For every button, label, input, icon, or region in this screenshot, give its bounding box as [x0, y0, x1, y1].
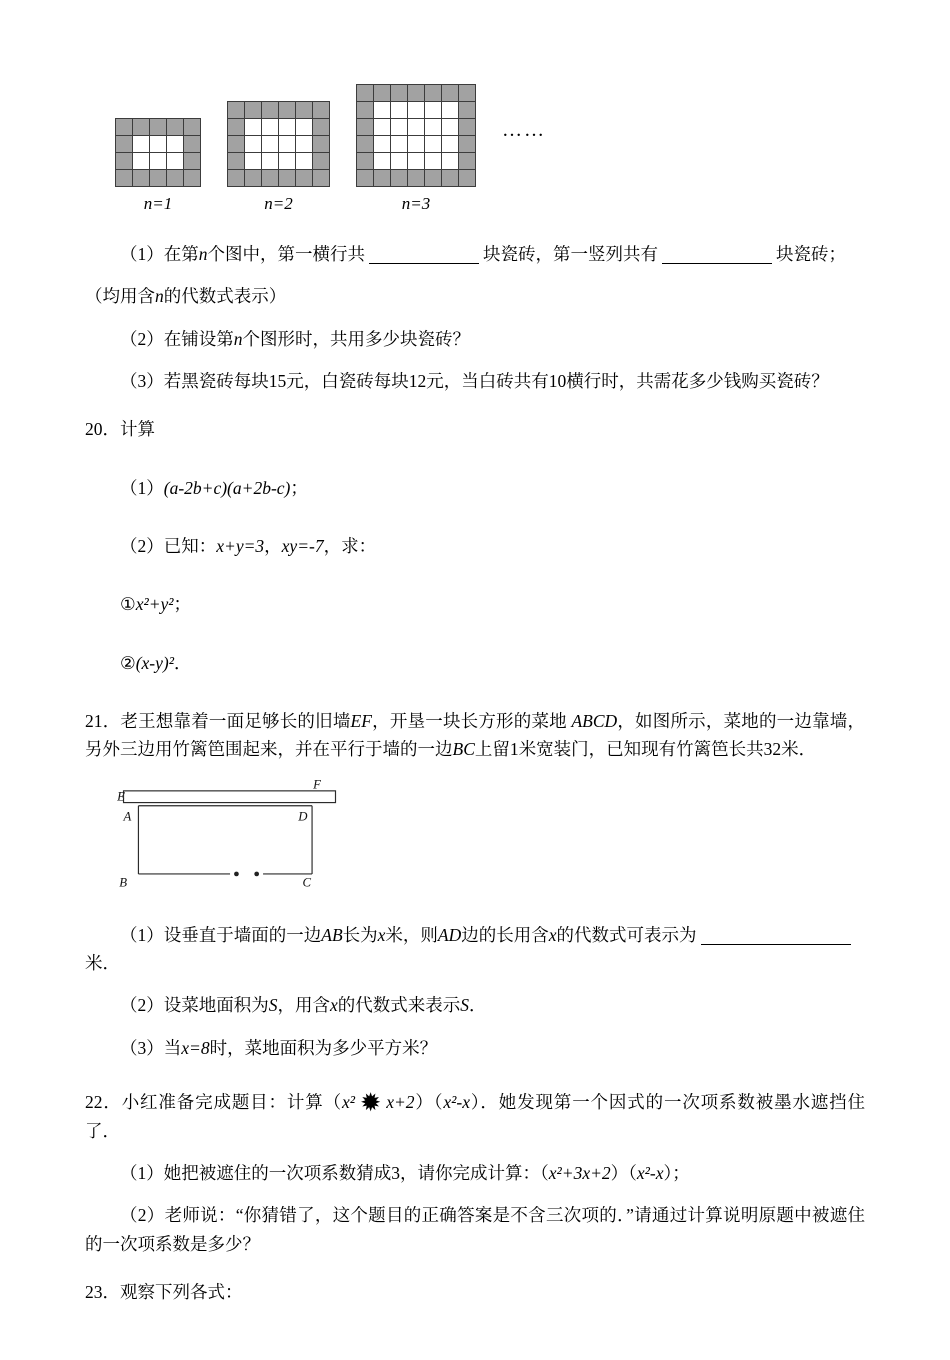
text-run: （均用含	[85, 286, 155, 307]
wall-label-F: F	[313, 777, 321, 792]
tile	[407, 101, 424, 118]
tile	[149, 169, 166, 186]
tile	[115, 135, 132, 152]
text-run: 23．观察下列各式：	[85, 1281, 243, 1302]
wall-bar	[124, 791, 336, 803]
tile	[356, 152, 373, 169]
text-run: 块瓷砖，第一竖列共有	[483, 244, 658, 264]
tile	[424, 84, 441, 101]
tile	[295, 101, 312, 118]
tile	[261, 118, 278, 135]
corner-label-B: B	[119, 875, 128, 890]
garden-figure-svg	[115, 778, 360, 890]
tile	[458, 101, 475, 118]
math-run: x+y=3	[216, 536, 265, 557]
text-run: ）．她发现第一个因式的一次项系数被墨水遮挡住了．	[85, 1092, 866, 1141]
text-run: （2）老师说：“你猜错了，这个题目的正确答案是不含三次项的．”请通过计算说明原题中被遮住的一次项系数是多少？	[85, 1205, 865, 1254]
tile	[356, 135, 373, 152]
tile	[149, 118, 166, 135]
tile-figure-caption: n=1	[143, 194, 173, 213]
tile	[390, 118, 407, 135]
tile	[407, 118, 424, 135]
tile	[278, 152, 295, 169]
tile-pattern-figures	[115, 84, 865, 214]
tile-grid-2	[227, 101, 330, 187]
tile	[183, 118, 200, 135]
tile	[166, 169, 183, 186]
text-run: ）；	[663, 1162, 690, 1183]
tile	[356, 169, 373, 186]
tile	[356, 101, 373, 118]
tile	[373, 169, 390, 186]
tile	[424, 101, 441, 118]
tile	[227, 152, 244, 169]
q20-sub2	[85, 532, 865, 560]
tile	[244, 101, 261, 118]
tile	[441, 135, 458, 152]
text-run: ．	[173, 652, 192, 673]
wall-label-E: E	[117, 789, 125, 804]
tile	[356, 118, 373, 135]
tile	[373, 118, 390, 135]
text-run: （1）设垂直于墙面的一边	[120, 924, 322, 945]
tile	[441, 101, 458, 118]
math-run: (x-y)²	[135, 652, 174, 673]
tile	[390, 101, 407, 118]
tile	[244, 135, 261, 152]
tile	[295, 118, 312, 135]
tile	[356, 84, 373, 101]
tile	[278, 118, 295, 135]
q21-sub1	[85, 921, 865, 978]
tile	[407, 169, 424, 186]
text-run: 个图形时，共用多少块瓷砖？	[242, 328, 470, 349]
tile	[390, 152, 407, 169]
math-run: ABCD	[571, 711, 618, 732]
math-run: EF	[350, 711, 372, 732]
tile	[407, 84, 424, 101]
blank-line	[701, 925, 851, 944]
ink-blot-icon: ✹	[359, 1087, 382, 1118]
q20-sub2-item1	[85, 590, 865, 618]
text-run: ）（	[610, 1162, 637, 1183]
tile	[183, 152, 200, 169]
blank-line	[369, 245, 479, 264]
tile	[183, 169, 200, 186]
q20-title	[85, 415, 865, 443]
tile	[115, 118, 132, 135]
tile	[261, 101, 278, 118]
text-run: （1）在第	[120, 244, 199, 264]
blank-line	[662, 245, 772, 264]
tile	[166, 118, 183, 135]
tile	[166, 152, 183, 169]
tile-figure-1	[115, 118, 201, 214]
tile-grid-1	[115, 118, 201, 187]
tile	[115, 169, 132, 186]
text-run: ，	[264, 536, 282, 557]
tile	[278, 101, 295, 118]
q21-sub3	[85, 1034, 865, 1062]
tile	[132, 135, 149, 152]
tile	[458, 152, 475, 169]
tile	[312, 118, 329, 135]
text-run: （3）当	[120, 1037, 182, 1058]
text-run: 米．	[85, 953, 120, 974]
math-run: AD	[437, 924, 462, 945]
math-run: x	[548, 924, 557, 945]
text-run: （3）若黑瓷砖每块15元，白瓷砖每块12元，当白砖共有10横行时，共需花多少钱购买瓷砖？	[120, 371, 829, 392]
text-run: 长为	[342, 924, 378, 945]
q19-sub1	[85, 240, 865, 268]
text-run: ；	[290, 477, 308, 498]
tile	[373, 101, 390, 118]
q20-sub1	[85, 474, 865, 502]
q19-sub2	[85, 325, 865, 353]
tile	[183, 135, 200, 152]
text-run: 20．计算	[85, 419, 155, 440]
q21-stem	[85, 707, 865, 764]
tile	[390, 135, 407, 152]
math-run: n	[233, 328, 243, 349]
tile	[295, 152, 312, 169]
tile	[312, 152, 329, 169]
math-run: n	[198, 244, 208, 264]
tile	[166, 135, 183, 152]
tile	[295, 169, 312, 186]
tile	[312, 135, 329, 152]
tile	[407, 135, 424, 152]
text-run: 块瓷砖；	[776, 244, 846, 264]
corner-label-C: C	[302, 875, 311, 890]
tile	[227, 118, 244, 135]
tile	[441, 169, 458, 186]
text-run: ①	[120, 594, 136, 615]
math-run: BC	[452, 739, 475, 760]
q20-sub2-item2	[85, 649, 865, 677]
tile	[149, 152, 166, 169]
math-run: x	[377, 924, 386, 945]
tile	[312, 169, 329, 186]
q19-note	[85, 282, 865, 310]
tile	[261, 152, 278, 169]
math-run: x²-x	[443, 1092, 470, 1113]
text-run: 上留1米宽装门，已知现有竹篱笆长共32米．	[474, 739, 817, 760]
door-dot-left	[234, 871, 239, 876]
tile	[424, 152, 441, 169]
tile	[373, 135, 390, 152]
text-run: 的代数式表示）	[163, 286, 287, 307]
tile	[441, 84, 458, 101]
text-run: ，求：	[323, 536, 377, 557]
text-run: 22．小红准备完成题目：计算（	[85, 1092, 342, 1113]
tile	[227, 101, 244, 118]
text-run: ，开垦一块长方形的菜地	[371, 711, 572, 732]
tile-figure-2	[227, 101, 330, 214]
text-run: 个图中，第一横行共	[207, 244, 365, 264]
tile	[424, 135, 441, 152]
text-run: ，如图所示，菜地的一边靠墙，另外三边用竹篱笆围起来，并在平行于墙的一边	[85, 711, 865, 760]
q19-sub3	[85, 367, 865, 395]
q23-title	[85, 1278, 865, 1306]
tile	[373, 152, 390, 169]
tile-grid-3	[356, 84, 476, 187]
text-run: 21．老王想靠着一面足够长的旧墙	[85, 711, 351, 732]
q22-stem	[85, 1088, 865, 1145]
text-run: ，用含	[277, 995, 330, 1016]
tile	[132, 118, 149, 135]
corner-label-D: D	[298, 809, 308, 824]
tile	[244, 118, 261, 135]
math-run: n	[155, 286, 164, 307]
math-run: x=8	[181, 1037, 210, 1058]
math-run: AB	[321, 924, 343, 945]
ellipsis-dots: ……	[502, 119, 546, 141]
math-run: x+2	[386, 1092, 415, 1113]
tile	[244, 169, 261, 186]
q22-sub1	[85, 1159, 865, 1187]
tile	[278, 169, 295, 186]
tile	[244, 152, 261, 169]
text-run: 的代数式可表示为	[556, 924, 697, 945]
tile-figure-3	[356, 84, 476, 214]
text-run: （2）在铺设第	[120, 328, 234, 349]
corner-label-A: A	[123, 809, 132, 824]
text-run: 米，则	[385, 924, 438, 945]
math-run: x²+y²	[135, 594, 174, 615]
text-run: ）（	[414, 1092, 444, 1113]
tile	[312, 101, 329, 118]
math-run: S	[268, 995, 278, 1016]
tile	[132, 152, 149, 169]
text-run: （1）她把被遮住的一次项系数猜成3，请你完成计算：（	[120, 1162, 549, 1183]
text-run: （2）已知：	[120, 536, 217, 557]
tile	[373, 84, 390, 101]
tile	[424, 169, 441, 186]
tile-figure-caption: n=2	[264, 194, 293, 213]
tile	[407, 152, 424, 169]
q22-sub2	[85, 1201, 865, 1258]
door-dot-right	[254, 871, 259, 876]
tile	[295, 135, 312, 152]
tile	[149, 135, 166, 152]
tile	[132, 169, 149, 186]
math-run: (a-2b+c)(a+2b-c)	[163, 477, 291, 498]
math-run: S	[460, 995, 470, 1016]
math-run: x	[330, 995, 338, 1016]
tile	[458, 118, 475, 135]
text-run: 的代数式来表示	[337, 995, 461, 1016]
tile	[278, 135, 295, 152]
tile	[390, 169, 407, 186]
tile	[458, 84, 475, 101]
text-run: ；	[173, 594, 192, 615]
garden-figure	[115, 778, 865, 895]
garden-rectangle	[138, 806, 312, 874]
math-run: x²-x	[636, 1162, 664, 1183]
tile	[227, 169, 244, 186]
math-run: x²	[341, 1092, 355, 1113]
math-run: x²+3x+2	[548, 1162, 611, 1183]
tile-figure-caption: n=3	[401, 194, 431, 213]
text-run: （1）	[120, 477, 164, 498]
tile	[261, 135, 278, 152]
tile	[458, 135, 475, 152]
tile	[441, 152, 458, 169]
text-run: （2）设菜地面积为	[120, 995, 269, 1016]
tile	[424, 118, 441, 135]
math-run: xy=-7	[281, 536, 324, 557]
tile	[115, 152, 132, 169]
tile	[261, 169, 278, 186]
q21-sub2	[85, 991, 865, 1019]
tile	[390, 84, 407, 101]
tile	[458, 169, 475, 186]
text-run: ．	[469, 995, 487, 1016]
text-run: 时，菜地面积为多少平方米？	[209, 1037, 438, 1058]
tile	[441, 118, 458, 135]
tile	[227, 135, 244, 152]
text-run: ②	[120, 652, 136, 673]
text-run: 边的长用含	[461, 924, 549, 945]
